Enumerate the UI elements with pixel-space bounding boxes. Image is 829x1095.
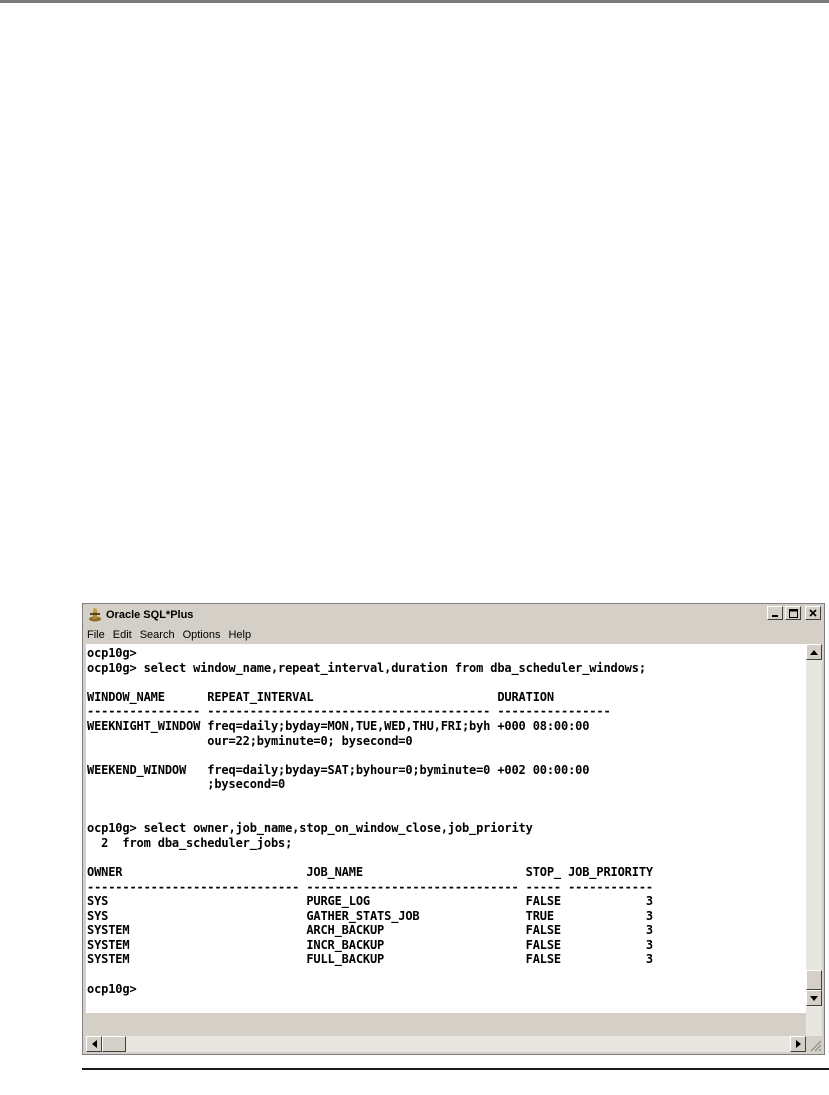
console-line: our=22;byminute=0; bysecond=0 [87, 733, 413, 748]
page-bottom-rule [82, 1068, 829, 1070]
resize-grip-icon [806, 1036, 822, 1052]
menu-file[interactable]: File [87, 629, 105, 641]
arrow-down-icon [810, 996, 818, 1001]
horizontal-scrollbar[interactable] [86, 1036, 806, 1052]
menu-search[interactable]: Search [139, 629, 175, 641]
console-line: SYSTEM FULL_BACKUP FALSE 3 [87, 952, 653, 967]
console-line: ---------------- ---------------------------------------- ---------------- [87, 704, 611, 719]
arrow-up-icon [810, 650, 818, 655]
arrow-left-icon [92, 1040, 97, 1048]
window-title: Oracle SQL*Plus [106, 608, 194, 621]
minimize-icon [771, 609, 779, 617]
console-line: SYS PURGE_LOG FALSE 3 [87, 894, 653, 909]
console-line: WEEKNIGHT_WINDOW freq=daily;byday=MON,TUE,WED,THU,FRI;byh +000 08:00:00 [87, 718, 590, 733]
vertical-scrollbar[interactable] [806, 644, 822, 1038]
horizontal-scroll-thumb[interactable] [102, 1036, 126, 1052]
console-output[interactable] [86, 644, 806, 1013]
sqlplus-window [82, 603, 825, 1055]
console-line: ocp10g> [87, 646, 137, 660]
console-line: WINDOW_NAME REPEAT_INTERVAL DURATION [87, 689, 554, 704]
menu-options[interactable]: Options [182, 629, 221, 641]
console-line: ;bysecond=0 [87, 777, 286, 792]
scroll-left-button[interactable] [86, 1036, 102, 1052]
console-line: 2 from dba_scheduler_jobs; [87, 835, 293, 850]
arrow-right-icon [796, 1040, 801, 1048]
vertical-scroll-thumb[interactable] [806, 970, 822, 990]
console-text [86, 644, 806, 996]
console-line: ------------------------------ ------------------------------ ----- ------------ [87, 879, 653, 894]
console-line: ocp10g> select owner,job_name,stop_on_window_close,job_priority [87, 821, 533, 836]
console-line: ocp10g> [87, 981, 137, 996]
maximize-icon [789, 609, 798, 618]
close-button[interactable] [805, 606, 821, 620]
scroll-up-button[interactable] [806, 644, 822, 660]
console-line: ocp10g> select window_name,repeat_interval,duration from dba_scheduler_windows; [87, 660, 646, 675]
console-line: SYSTEM INCR_BACKUP FALSE 3 [87, 937, 653, 952]
console-line: WEEKEND_WINDOW freq=daily;byday=SAT;byhour=0;byminute=0 +002 00:00:00 [87, 762, 590, 777]
minimize-button[interactable] [767, 606, 783, 620]
oracle-sqlplus-icon [87, 607, 103, 623]
page-top-rule [0, 0, 829, 3]
close-icon [809, 609, 817, 617]
title-bar[interactable] [83, 604, 824, 625]
maximize-button[interactable] [785, 606, 801, 620]
scroll-right-button[interactable] [790, 1036, 806, 1052]
menu-bar [83, 626, 824, 644]
resize-grip[interactable] [806, 1036, 822, 1052]
menu-help[interactable]: Help [228, 629, 252, 641]
menu-edit[interactable]: Edit [112, 629, 132, 641]
console-line: OWNER JOB_NAME STOP_ JOB_PRIORITY [87, 864, 653, 879]
console-line: SYSTEM ARCH_BACKUP FALSE 3 [87, 923, 653, 938]
console-line: SYS GATHER_STATS_JOB TRUE 3 [87, 908, 653, 923]
scroll-down-button[interactable] [806, 990, 822, 1006]
